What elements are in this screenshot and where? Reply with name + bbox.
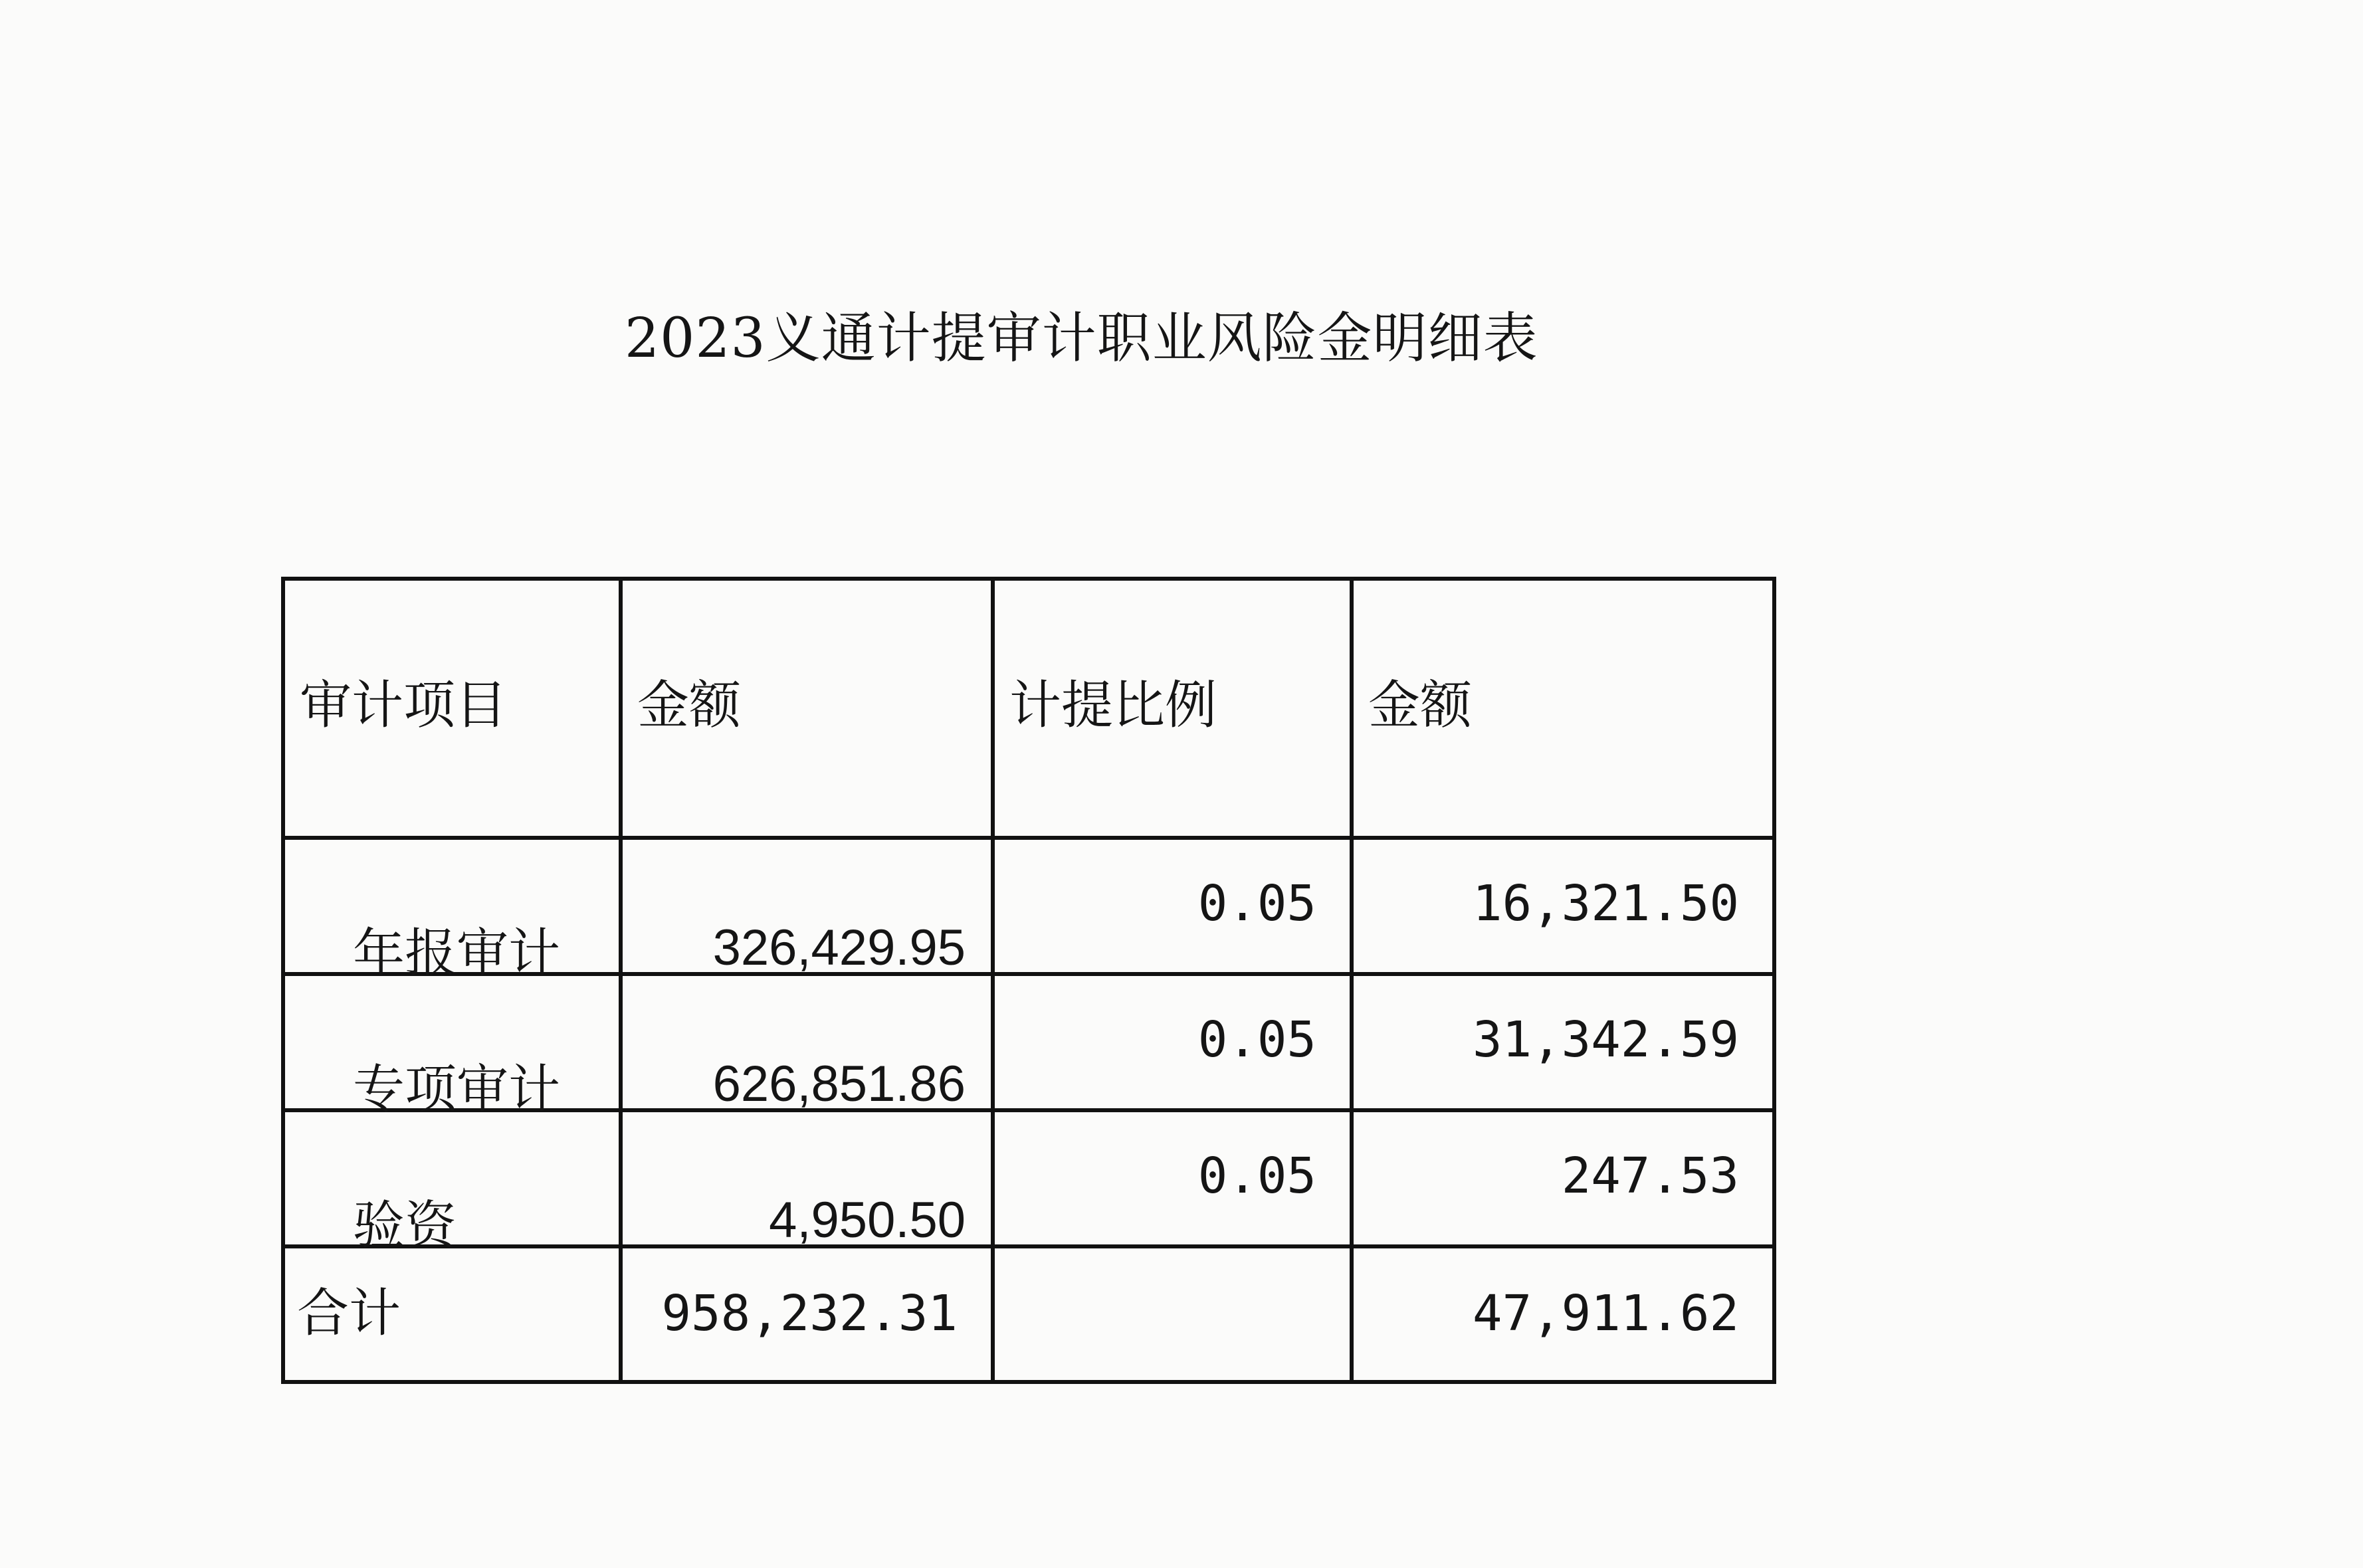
provision-cell bbox=[1352, 974, 1774, 1110]
total-label: 合计 bbox=[297, 1284, 401, 1343]
header-cell-rate bbox=[993, 579, 1352, 838]
amount-value: 4,950.50 bbox=[769, 1192, 966, 1248]
rate-cell bbox=[993, 838, 1352, 974]
page-title: 2023义通计提审计职业风险金明细表 bbox=[625, 307, 1538, 370]
header-cell-item bbox=[283, 579, 621, 838]
rate-value: 0.05 bbox=[1197, 875, 1316, 932]
rate-cell bbox=[993, 974, 1352, 1110]
total-amount-cell bbox=[621, 1246, 993, 1382]
header-cell-amount bbox=[621, 579, 993, 838]
item-cell bbox=[283, 1110, 621, 1256]
item-label: 验资 bbox=[353, 1196, 457, 1256]
item-label: 专项审计 bbox=[353, 1060, 561, 1120]
risk-fund-table bbox=[281, 577, 1776, 1384]
total-rate-cell bbox=[993, 1246, 1352, 1382]
item-label: 年报审计 bbox=[353, 924, 561, 983]
rate-cell bbox=[993, 1110, 1352, 1246]
provision-value: 31,342.59 bbox=[1473, 1011, 1739, 1068]
provision-cell bbox=[1352, 1110, 1774, 1246]
item-cell bbox=[283, 974, 621, 1120]
header-item-label: 审计项目 bbox=[300, 676, 508, 735]
provision-cell bbox=[1352, 838, 1774, 974]
total-row bbox=[283, 1246, 1774, 1382]
rate-value: 0.05 bbox=[1197, 1147, 1316, 1205]
table-header-row bbox=[283, 579, 1774, 838]
total-provision-value: 47,911.62 bbox=[1473, 1285, 1739, 1342]
amount-value: 326,429.95 bbox=[712, 920, 966, 976]
table-row bbox=[283, 1110, 1774, 1246]
rate-value: 0.05 bbox=[1197, 1011, 1316, 1068]
header-provision-label: 金额 bbox=[1368, 676, 1473, 735]
amount-cell bbox=[621, 1110, 993, 1246]
table-row bbox=[283, 838, 1774, 974]
provision-value: 247.53 bbox=[1561, 1147, 1739, 1205]
total-provision-cell bbox=[1352, 1246, 1774, 1382]
header-cell-provision bbox=[1352, 579, 1774, 838]
amount-value: 626,851.86 bbox=[712, 1056, 966, 1112]
amount-cell bbox=[621, 838, 993, 974]
total-label-cell bbox=[283, 1246, 621, 1382]
provision-value: 16,321.50 bbox=[1473, 875, 1739, 932]
header-rate-label: 计提比例 bbox=[1009, 676, 1217, 735]
item-cell bbox=[283, 838, 621, 983]
amount-cell bbox=[621, 974, 993, 1110]
table-row bbox=[283, 974, 1774, 1110]
header-amount-label: 金额 bbox=[637, 676, 742, 735]
total-amount-value: 958,232.31 bbox=[661, 1285, 958, 1342]
